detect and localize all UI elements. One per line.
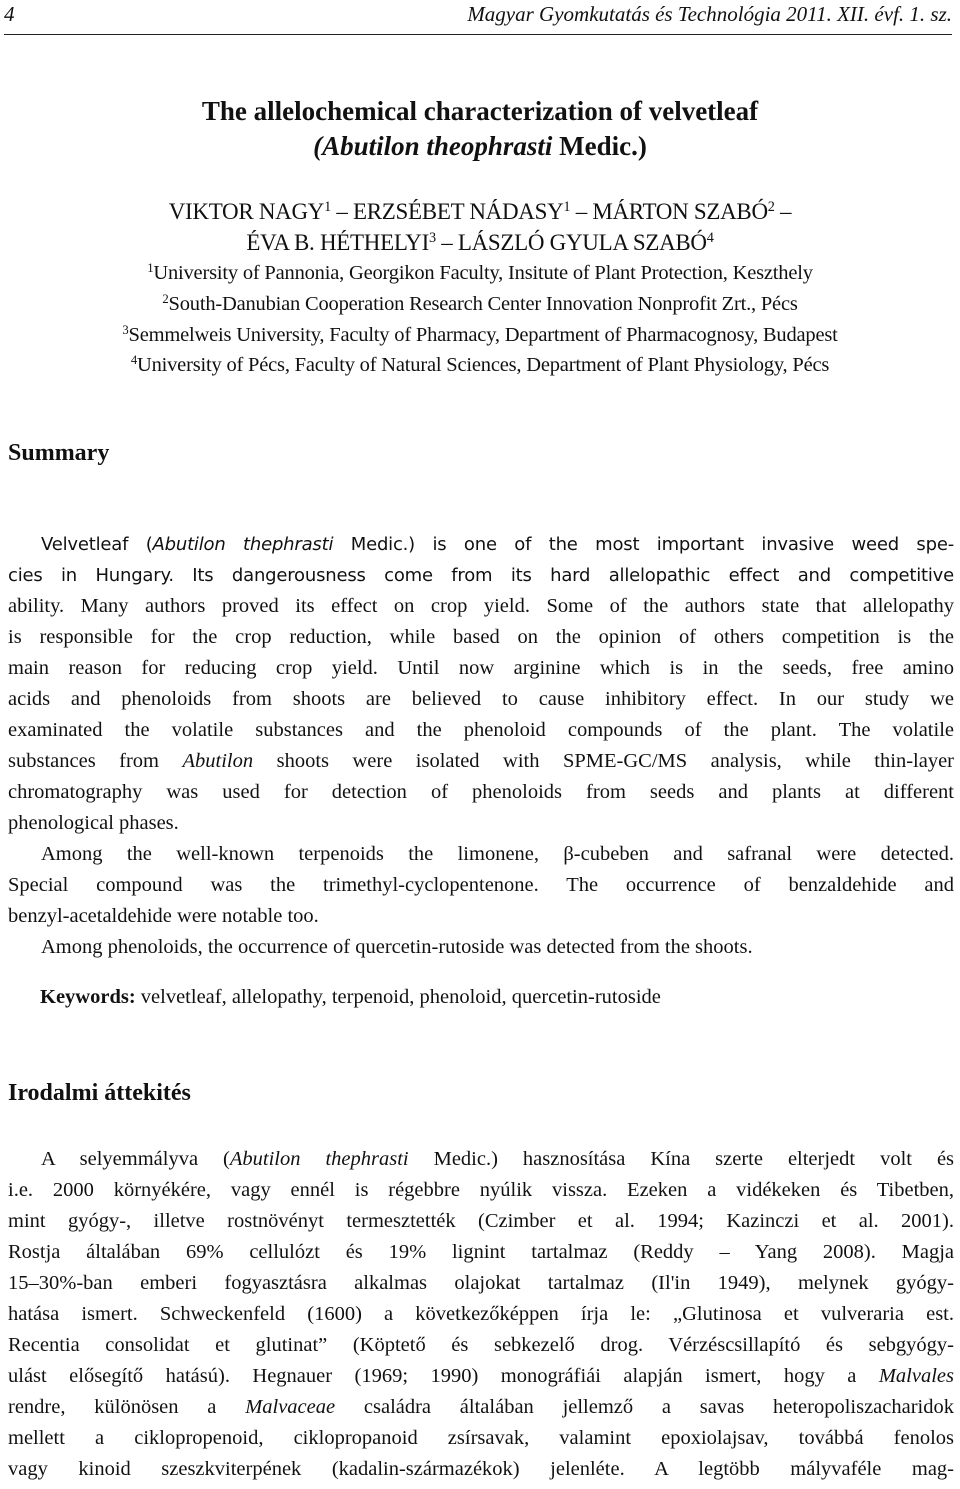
review-line [8,1144,954,1175]
species-name: Abutilon [182,750,254,772]
text-run: Velvetleaf ( [41,534,153,555]
affiliation-2 [0,293,960,316]
affiliation-text: University of Pécs, Faculty of Natural Sciences, Department of Plant Physiology, Pécs [136,354,830,376]
text-run: A selyemmályva ( [41,1148,230,1170]
author-sup: 4 [706,230,714,247]
affiliation-sup: 2 [162,292,169,307]
affiliation-sup: 1 [147,261,154,276]
running-header [4,0,952,35]
review-line [8,1392,954,1423]
review-line: mellett a ciklopropenoid, ciklopropanoid zsírsavak, valamint epoxiolajsav, továbbá fenolos [8,1427,954,1449]
author-sup: 1 [563,199,571,216]
keywords [40,986,661,1009]
paper-title-line1: The allelochemical characterization of velvetleaf [201,96,759,126]
review-body [8,1144,954,1485]
text-run: Some of the authors state that allelopathy [546,595,954,617]
author-line-1 [0,199,960,225]
summary-line [8,746,954,777]
paper-title-line2 [0,131,960,162]
summary-line [8,529,954,560]
author-szabo-m: – MÁRTON SZABÓ [570,199,768,224]
review-line: i.e. 2000 környékére, vagy ennél is régebbre nyúlik vissza. Ezeken a vidékeken és Tibetben, [8,1179,954,1201]
species-name: Abutilon thephrasti [229,1148,409,1170]
review-line: Rostja általában 69% cellulózt és 19% lignint tartalmaz (Reddy – Yang 2008). Magja [8,1241,954,1263]
text-run: ulást elősegítő hatású). Hegnauer (1969; 1990) monográfiái alapján ismert, hogy a [8,1365,879,1387]
summary-heading: Summary [8,440,110,466]
author-hethelyi: ÉVA B. HÉTHELYI [246,230,429,255]
summary-line [8,653,954,684]
page-number: 4 [4,2,15,26]
summary-line: is responsible for the crop reduction, while based on the opinion of others competition is the [8,626,954,648]
author-sup: 2 [767,199,775,216]
author-line-2 [0,230,960,256]
journal-reference: Magyar Gyomkutatás és Technológia 2011. XII. évf. 1. sz. [467,2,952,26]
summary-line: benzyl-acetaldehide were notable too. [8,905,319,927]
review-heading: Irodalmi áttekités [8,1080,191,1106]
review-line: 15–30%-ban emberi fogyasztásra alkalmas olajokat tartalmaz (Il'in 1949), melynek gyógy- [8,1272,954,1294]
author-dash: – [774,199,792,224]
title-medic: Medic.) [552,131,647,161]
summary-line: phenological phases. [8,812,179,834]
summary-line: Among phenoloids, the occurrence of quercetin-rutoside was detected from the shoots. [41,936,753,958]
text-run: Until now arginine which is in the seeds, free amino [397,657,954,679]
affiliation-3 [0,324,960,347]
affiliation-4 [0,354,960,377]
taxon-name: Malvales [878,1365,954,1387]
text-run: main reason for reducing crop yield. [8,657,398,679]
text-run: Medic.) is one of the most important invasive weed spe- [333,534,954,555]
review-line: mint gyógy-, illetve rostnövényt termesztették (Czimber et al. 1994; Kazinczi et al. 2001). [8,1210,954,1232]
summary-line: examinated the volatile substances and the phenoloid compounds of the plant. The volatile [8,719,954,741]
title-species-name: (Abutilon theophrasti [313,131,553,161]
review-line: Recentia consolidat et glutinat” (Köptető és sebkezelő drog. Vérzéscsillapító és sebgyógy- [8,1334,954,1356]
keywords-label: Keywords: [40,986,136,1008]
author-nagy: VIKTOR NAGY [168,199,325,224]
text-run: substances from [8,750,183,772]
keywords-list: velvetleaf, allelopathy, terpenoid, phenoloid, quercetin-rutoside [135,986,661,1008]
affiliation-text: Semmelweis University, Faculty of Pharmacy, Department of Pharmacognosy, Budapest [128,324,838,346]
text-run: shoots were isolated with SPME-GC/MS analysis, while thin-layer [253,750,954,772]
summary-abstract [8,529,954,963]
summary-line: cies in Hungary. Its dangerousness come from its hard allelopathic effect and competitive [8,565,954,586]
species-name: Abutilon thephrasti [152,534,334,555]
summary-line: Special compound was the trimethyl-cyclopentenone. The occurrence of benzaldehide and [8,874,954,896]
author-szabo-lg: – LÁSZLÓ GYULA SZABÓ [435,230,707,255]
text-run: rendre, különösen a [8,1396,246,1418]
affiliation-1 [0,262,960,285]
summary-line [8,591,954,622]
summary-line: Among the well-known terpenoids the limonene, β-cubeben and safranal were detected. [41,843,954,865]
author-sup: 3 [428,230,436,247]
text-run: ability. Many authors proved its effect on crop yield. [8,595,547,617]
review-line: hatása ismert. Schweckenfeld (1600) a következőképpen írja le: „Glutinosa et vulveraria est. [8,1303,954,1325]
text-run: családra általában jellemző a savas heteropoliszacharidok [335,1396,954,1418]
summary-line: acids and phenoloids from shoots are believed to cause inhibitory effect. In our study we [8,688,954,710]
author-sup: 1 [324,199,331,216]
summary-line: chromatography was used for detection of phenoloids from seeds and plants at different [8,781,954,803]
affiliation-sup: 3 [122,323,129,338]
affiliation-text: University of Pannonia, Georgikon Faculty, Insitute of Plant Protection, Keszthely [153,262,813,284]
author-nadasy: – ERZSÉBET NÁDASY [330,199,564,224]
affiliation-text: South-Danubian Cooperation Research Center Innovation Nonprofit Zrt., Pécs [168,293,798,315]
taxon-name: Malvaceae [245,1396,336,1418]
review-line [8,1361,954,1392]
affiliation-sup: 4 [130,353,137,368]
text-run: Medic.) hasznosítása Kína szerte elterjedt volt és [408,1148,955,1170]
review-line: vagy kinoid szeszkviterpének (kadalin-származékok) jelenléte. A legtöbb mályvaféle mag- [8,1458,954,1480]
